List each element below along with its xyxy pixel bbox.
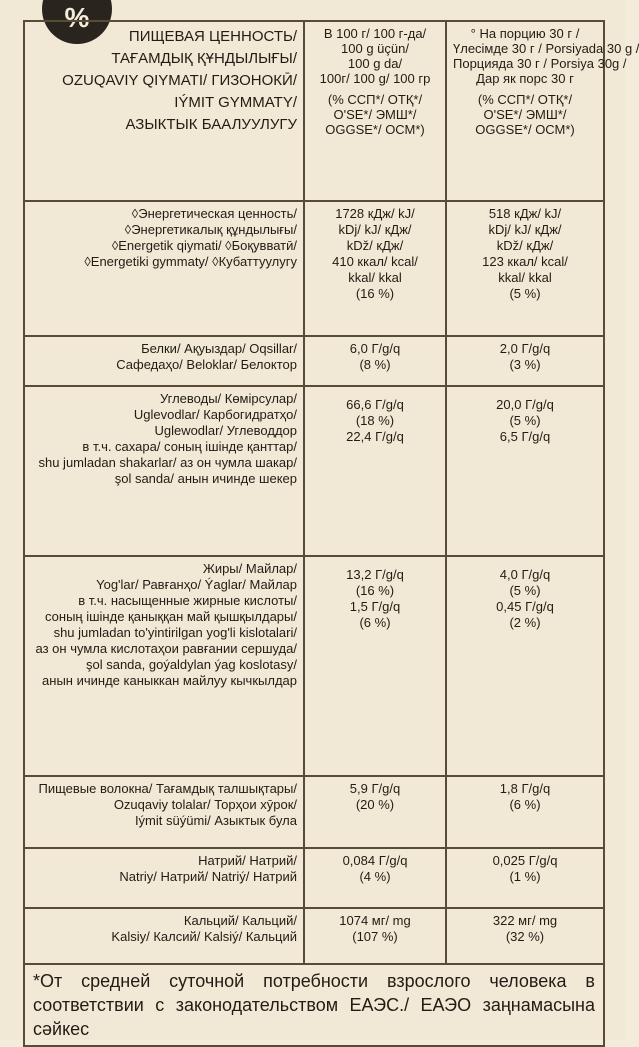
footnote: *От средней суточной потребности взрослого человека в соответствии с законодательством ЕАЭС./ ЕАЭО заңнамасына сәйкес bbox=[24, 964, 604, 1046]
fats-portion-line: 4,0 Г/g/q bbox=[499, 567, 551, 582]
fats-per100-cell bbox=[304, 556, 446, 776]
carbs-name-line: Uglevodlar/ Карбогидратҳо/ bbox=[133, 407, 297, 422]
calcium-portion-cell bbox=[446, 908, 604, 964]
carbs-name-line: Uglewodlar/ Углеводдор bbox=[154, 423, 297, 438]
carbs-name-line: shu jumladan shakarlar/ аз он чумла шакар/ bbox=[38, 455, 297, 470]
sodium-per100-cell bbox=[304, 848, 446, 908]
table-header-row bbox=[24, 21, 604, 201]
table-row-fats bbox=[24, 556, 604, 776]
header-per100-line: OGGSE*/ ОСМ*) bbox=[325, 122, 425, 137]
sodium-per100-line: 0,084 Г/g/q bbox=[342, 853, 408, 868]
protein-per100-line: 6,0 Г/g/q bbox=[349, 341, 401, 356]
header-per100-line: В 100 г/ 100 г-да/ bbox=[323, 26, 427, 41]
fats-name-line: аз он чумла кислотаҳои равғании сершуда/ bbox=[35, 641, 297, 656]
fats-name-line: Yog'lar/ Равғанҳо/ Ýaglar/ Майлар bbox=[96, 577, 297, 592]
protein-portion-cell bbox=[446, 336, 604, 386]
fats-name-line: shu jumladan to'yintirilgan yog'li kislotalari/ bbox=[53, 625, 297, 640]
carbs-per100-cell bbox=[304, 386, 446, 556]
header-portion-line: Дар як порс 30 г bbox=[476, 71, 574, 86]
sodium-portion-cell bbox=[446, 848, 604, 908]
fats-per100-line: 13,2 Г/g/q bbox=[346, 567, 404, 582]
header-portion-line: (% ССП*/ ОТҚ*/ bbox=[477, 92, 573, 107]
calcium-per100-line: 1074 мг/ mg bbox=[339, 913, 411, 928]
table-row-calcium bbox=[24, 908, 604, 964]
table-row-protein bbox=[24, 336, 604, 386]
fats-portion-cell bbox=[446, 556, 604, 776]
fiber-name-line: Ozuqaviy tolalar/ Торҳои хӯрок/ bbox=[113, 797, 297, 812]
header-per100-line: 100 g üçün/ bbox=[341, 41, 409, 56]
calcium-name-line: Kalsiy/ Калсий/ Kalsiý/ Кальций bbox=[111, 929, 297, 944]
fiber-per100-line: 5,9 Г/g/q bbox=[349, 781, 401, 796]
carbs-name-line: şol sanda/ анын ичинде шекер bbox=[114, 471, 297, 486]
protein-portion-line: (3 %) bbox=[509, 357, 541, 372]
sodium-per100-line: (4 %) bbox=[359, 869, 391, 884]
header-per100-line: O'SE*/ ЭМШ*/ bbox=[333, 107, 417, 122]
header-portion-line: ° На порцию 30 г / bbox=[470, 26, 580, 41]
fats-per100-line: (16 %) bbox=[355, 583, 395, 598]
energy-name-line: ◊Energetiki gymmaty/ ◊Кубаттуулугу bbox=[84, 254, 297, 269]
fiber-portion-line: 1,8 Г/g/q bbox=[499, 781, 551, 796]
fats-name-line: şol sanda, goýaldylan ýag koslotasy/ bbox=[85, 657, 297, 672]
fats-name-line: анын ичинде каныккан майлуу кычкылдар bbox=[42, 673, 297, 688]
header-name-line: OZUQAVIY QIYMATI/ ГИЗОНОКӢ/ bbox=[62, 72, 297, 89]
carbs-name-line: в т.ч. сахара/ соның ішінде қанттар/ bbox=[82, 439, 297, 454]
fiber-name-line: Iýmit süýümi/ Азыктык була bbox=[134, 813, 297, 828]
header-per100-line: 100 g da/ bbox=[347, 56, 403, 71]
sodium-name-cell bbox=[24, 848, 304, 908]
energy-per100-line: 1728 кДж/ kJ/ bbox=[335, 206, 415, 221]
protein-per100-line: (8 %) bbox=[359, 357, 391, 372]
energy-per100-cell bbox=[304, 201, 446, 336]
header-portion-line: Үлесімде 30 г / Porsiyada 30 g / bbox=[453, 41, 639, 56]
energy-portion-cell bbox=[446, 201, 604, 336]
protein-name-line: Сафедаҳо/ Beloklar/ Белоктор bbox=[116, 357, 297, 372]
header-portion-cell bbox=[446, 21, 639, 201]
header-per100-cell bbox=[304, 21, 446, 201]
carbs-per100-line: 66,6 Г/g/q bbox=[346, 397, 404, 412]
calcium-per100-line: (107 %) bbox=[352, 929, 398, 944]
saturated-per100-line: 1,5 Г/g/q bbox=[349, 599, 401, 614]
sodium-name-line: Natriy/ Натрий/ Natriý/ Натрий bbox=[119, 869, 297, 884]
fats-portion-line: (5 %) bbox=[509, 583, 541, 598]
calcium-name-line: Кальций/ Кальций/ bbox=[183, 913, 297, 928]
header-portion-line: Порцияда 30 г / Porsiya 30g / bbox=[453, 56, 627, 71]
table-row-fiber bbox=[24, 776, 604, 848]
header-name-line: ПИЩЕВАЯ ЦЕННОСТЬ/ bbox=[128, 28, 297, 45]
fiber-name-line: Пищевые волокна/ Тағамдық талшықтары/ bbox=[38, 781, 297, 796]
saturated-portion-line: (2 %) bbox=[509, 615, 541, 630]
energy-name-line: ◊Energetik qiymati/ ◊Боқувватӣ/ bbox=[111, 238, 297, 253]
sodium-portion-line: 0,025 Г/g/q bbox=[492, 853, 558, 868]
percent-badge-text: % bbox=[64, 2, 90, 33]
fats-name-line: соның ішінде қаныққан май қышқылдары/ bbox=[45, 609, 297, 624]
energy-per100-line: kkal/ kkal bbox=[348, 270, 402, 285]
carbs-portion-line: (5 %) bbox=[509, 413, 541, 428]
calcium-name-cell bbox=[24, 908, 304, 964]
energy-portion-line: 518 кДж/ kJ/ bbox=[488, 206, 562, 221]
protein-name-cell bbox=[24, 336, 304, 386]
sodium-portion-line: (1 %) bbox=[509, 869, 541, 884]
energy-name-line: ◊Энергетическая ценность/ bbox=[131, 206, 297, 221]
energy-name-line: ◊Энергетикалық құндылығы/ bbox=[124, 222, 297, 237]
calcium-portion-line: (32 %) bbox=[505, 929, 545, 944]
carbs-per100-line: (18 %) bbox=[355, 413, 395, 428]
carbs-name-cell bbox=[24, 386, 304, 556]
fats-name-cell bbox=[24, 556, 304, 776]
table-row-carbohydrates bbox=[24, 386, 604, 556]
saturated-portion-line: 0,45 Г/g/q bbox=[496, 599, 554, 614]
energy-name-cell bbox=[24, 201, 304, 336]
saturated-per100-line: (6 %) bbox=[359, 615, 391, 630]
header-name-line: АЗЫКТЫК БААЛУУЛУГУ bbox=[125, 116, 297, 133]
fiber-portion-cell bbox=[446, 776, 604, 848]
energy-per100-line: kDž/ кДж/ bbox=[346, 238, 404, 253]
sugar-portion-line: 6,5 Г/g/q bbox=[499, 429, 551, 444]
header-portion-line: O'SE*/ ЭМШ*/ bbox=[483, 107, 567, 122]
table-row-energy bbox=[24, 201, 604, 336]
energy-portion-line: kkal/ kkal bbox=[498, 270, 552, 285]
nutrition-table bbox=[23, 20, 639, 1047]
calcium-portion-line: 322 мг/ mg bbox=[492, 913, 558, 928]
header-name-line: ТАҒАМДЫҚ ҚҰНДЫЛЫҒЫ/ bbox=[111, 50, 297, 67]
protein-portion-line: 2,0 Г/g/q bbox=[499, 341, 551, 356]
protein-per100-cell bbox=[304, 336, 446, 386]
carbs-portion-cell bbox=[446, 386, 604, 556]
energy-portion-line: 123 ккал/ kcal/ bbox=[482, 254, 568, 269]
energy-per100-line: kDj/ kJ/ кДж/ bbox=[338, 222, 412, 237]
energy-per100-line: (16 %) bbox=[355, 286, 395, 301]
fats-name-line: Жиры/ Майлар/ bbox=[202, 561, 297, 576]
fats-name-line: в т.ч. насыщенные жирные кислоты/ bbox=[78, 593, 297, 608]
energy-portion-line: (5 %) bbox=[509, 286, 541, 301]
protein-name-line: Белки/ Ақуыздар/ Oqsillar/ bbox=[141, 341, 297, 356]
table-row-sodium bbox=[24, 848, 604, 908]
sugar-per100-line: 22,4 Г/g/q bbox=[346, 429, 404, 444]
energy-portion-line: kDž/ кДж/ bbox=[496, 238, 554, 253]
energy-portion-line: kDj/ kJ/ кДж/ bbox=[488, 222, 562, 237]
fiber-per100-cell bbox=[304, 776, 446, 848]
carbs-name-line: Углеводы/ Көмірсулар/ bbox=[159, 391, 297, 406]
header-per100-line: 100г/ 100 g/ 100 гр bbox=[319, 71, 431, 86]
header-per100-line: (% ССП*/ ОТҚ*/ bbox=[327, 92, 423, 107]
header-portion-line: OGGSE*/ ОСМ*) bbox=[475, 122, 575, 137]
header-name-cell bbox=[24, 21, 304, 201]
header-name-line: IÝMIT GYMMATY/ bbox=[174, 94, 297, 111]
sodium-name-line: Натрий/ Натрий/ bbox=[198, 853, 297, 868]
fiber-name-cell bbox=[24, 776, 304, 848]
fiber-portion-line: (6 %) bbox=[509, 797, 541, 812]
carbs-portion-line: 20,0 Г/g/q bbox=[496, 397, 554, 412]
calcium-per100-cell bbox=[304, 908, 446, 964]
fiber-per100-line: (20 %) bbox=[355, 797, 395, 812]
footnote-row bbox=[24, 964, 604, 1046]
energy-per100-line: 410 ккал/ kcal/ bbox=[332, 254, 418, 269]
